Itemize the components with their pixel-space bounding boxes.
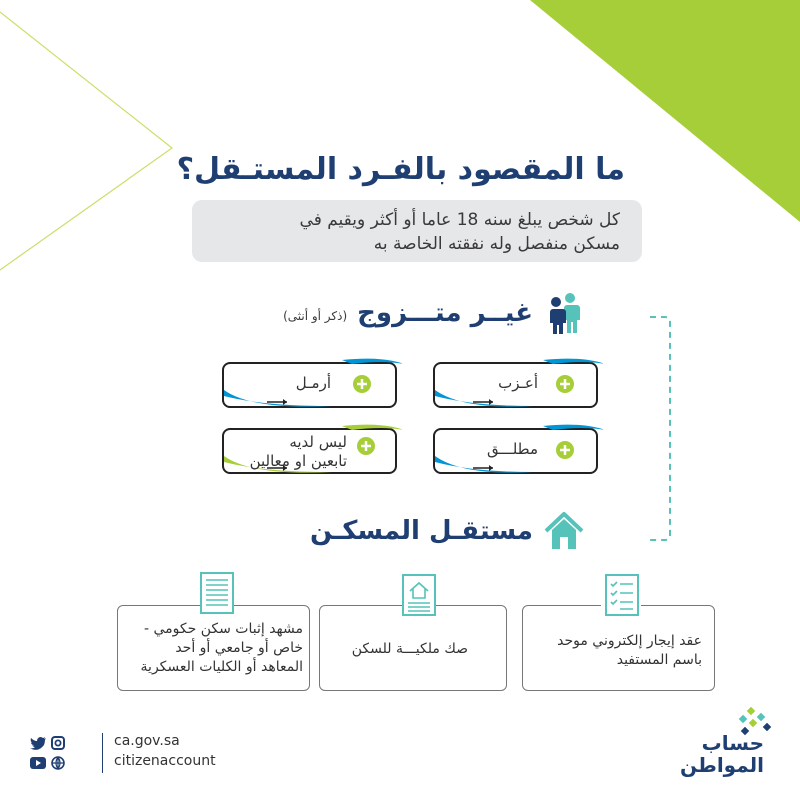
card-single-label: أعـزب (498, 374, 538, 392)
card-no-dependents (222, 428, 397, 474)
unmarried-heading-text: غيــر متـــزوج (357, 298, 533, 328)
instagram-icon[interactable] (50, 736, 66, 750)
doc-lease (522, 605, 715, 691)
footer-website[interactable]: ca.gov.sa (114, 733, 180, 749)
definition-box (192, 200, 642, 262)
brand-name (680, 732, 764, 776)
definition-line-2: مسكن منفصل وله نفقته الخاصة به (373, 234, 620, 254)
footer-divider (102, 733, 103, 773)
doc-lease-line-1: عقد إيجار إلكتروني موحد (557, 633, 702, 649)
doc-gov-housing-text (141, 620, 303, 677)
doc-gov-housing (117, 605, 310, 691)
brand-line-1: حساب (701, 731, 764, 755)
doc-lease-text (557, 632, 702, 670)
youtube-icon[interactable] (30, 756, 46, 770)
plus-icon (356, 436, 376, 456)
card-widowed-label: أرمـل (295, 374, 331, 392)
corner-triangle (530, 0, 800, 222)
housing-heading (310, 510, 585, 552)
plus-icon (555, 374, 575, 394)
document-icon (200, 572, 234, 614)
outline-chevron (0, 12, 172, 270)
doc-deed (319, 605, 507, 691)
card-divorced (433, 428, 598, 474)
definition-line-1: كل شخص يبلغ سنه 18 عاما أو أكثر ويقيم في (299, 210, 620, 230)
card-no-dependents-line-1: ليس لديه (289, 433, 347, 451)
doc-gov-line-2: خاص أو جامعي أو أحد (175, 640, 303, 656)
plus-icon (555, 440, 575, 460)
doc-gov-line-1: مشهد إثبات سكن حكومي - (143, 621, 303, 637)
doc-gov-line-3: المعاهد أو الكليات العسكرية (140, 659, 303, 675)
card-divorced-label: مطلـــق (487, 440, 538, 458)
footer-handle[interactable]: citizenaccount (114, 753, 216, 769)
doc-deed-text: صك ملكيـــة للسكن (351, 641, 468, 657)
dashed-connector (650, 317, 670, 540)
house-document-icon (402, 574, 436, 616)
checklist-icon (605, 574, 639, 616)
plus-icon (352, 374, 372, 394)
card-widowed (222, 362, 397, 408)
gender-note: (ذكر أو أنثى) (283, 309, 348, 323)
card-single (433, 362, 598, 408)
card-no-dependents-line-2: تابعين او معالين (249, 452, 347, 470)
twitter-icon[interactable] (30, 736, 46, 750)
page-title: ما المقصود بالفـرد المستـقل؟ (176, 152, 625, 187)
brand-line-2: المواطن (679, 753, 764, 777)
web-icon[interactable] (50, 756, 66, 770)
housing-heading-text: مستقـل المسكـن (310, 516, 533, 546)
card-no-dependents-label (250, 433, 347, 471)
people-icon (543, 292, 585, 334)
house-icon (543, 510, 585, 552)
unmarried-heading (283, 292, 585, 334)
doc-lease-line-2: باسم المستفيد (616, 652, 702, 668)
